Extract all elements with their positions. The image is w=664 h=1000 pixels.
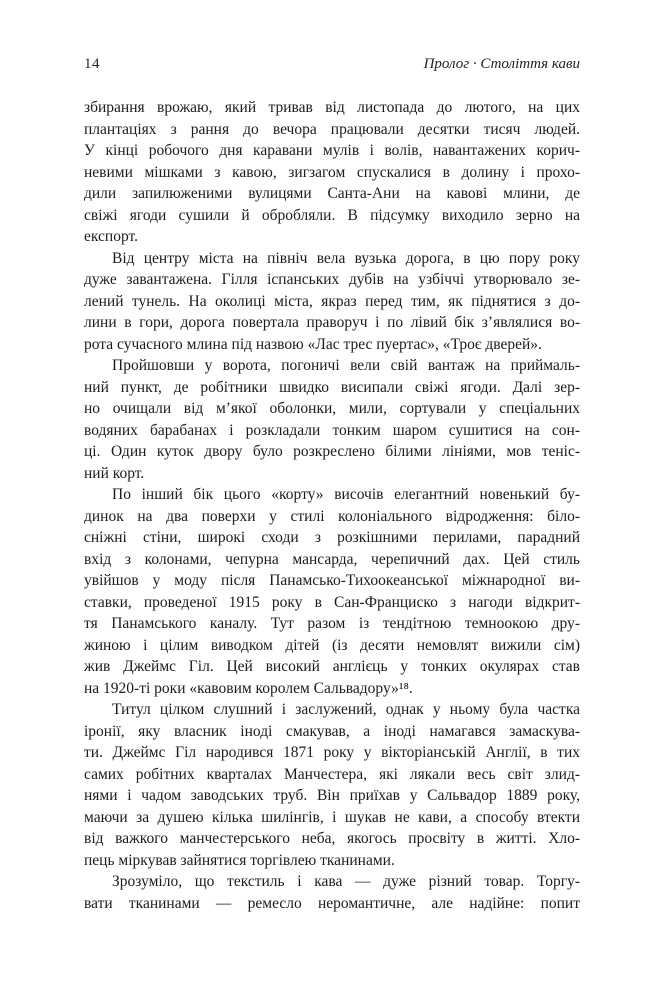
paragraph <box>84 97 580 248</box>
text-line: Титул цілком слушний і заслужений, однак у ньому була частка <box>112 701 580 718</box>
text-line: ний пункт, де робітники швидко висипали свіжі ягоди. Далі зер- <box>84 378 580 396</box>
text-line: пець міркував зайнятися торгівлею тканинами. <box>84 851 395 869</box>
text-line: вати тканинами — ремесло неромантичне, але надійне: попит <box>84 894 580 912</box>
text-line: Зрозуміло, що текстиль і кава — дуже різний товар. Торгу- <box>112 873 580 890</box>
text-line: Пройшовши у ворота, погоничі вели свій вантаж на приймаль- <box>112 357 580 374</box>
text-line: увійшов у моду після Панамсько-Тихоокеанської міжнародної ви- <box>84 572 580 589</box>
body-text <box>84 97 580 914</box>
text-line: жив Джеймс Гіл. Цей високий англієць у тонких окулярах став <box>84 658 580 675</box>
text-line: лений тунель. На околиці міста, якраз перед тим, як піднятися з до- <box>84 292 580 310</box>
text-line: Від центру міста на північ вела вузька дорога, в цю пору року <box>112 249 580 267</box>
text-line: тя Панамського каналу. Тут разом із тендітною темноокою дру- <box>84 615 580 632</box>
text-line: нями і чадом заводських труб. Він приїхав у Сальвадор 1889 року, <box>84 787 580 804</box>
text-line: жиною і цілим виводком дітей (із десяти немовлят вижили сім) <box>84 636 580 654</box>
page-number: 14 <box>84 56 100 72</box>
text-line: невими мішками з кавою, зигзагом спускалися в долину і прохо- <box>84 163 580 181</box>
text-line: ний корт. <box>84 464 145 482</box>
paragraph <box>84 699 580 871</box>
text-line: ставки, проведеної 1915 року в Сан-Франциско з нагоди відкрит- <box>84 593 580 611</box>
text-line: ти. Джеймс Гіл народився 1871 року у вікторіанській Англії, в тих <box>84 744 580 761</box>
text-line: дили запилюженими вулицями Санта-Ани на кавові млини, де <box>84 185 580 202</box>
text-line: рота сучасного млина під назвою «Лас трес пуертас», «Троє дверей». <box>84 335 542 353</box>
paragraph <box>84 871 580 914</box>
paragraph <box>84 248 580 356</box>
text-line: У кінці робочого дня каравани мулів і волів, навантажених корич- <box>84 142 580 159</box>
text-line: плантаціях з рання до вечора працювали десятки тисяч людей. <box>84 120 580 138</box>
running-header: Пролог · Століття кави <box>423 56 580 72</box>
text-line: но очищали від м’якої оболонки, мили, сортували у спеціальних <box>84 400 580 417</box>
text-line: експорт. <box>84 228 138 245</box>
text-line: маючи за душею кілька шилінгів, і шукав не кави, а способу втекти <box>84 808 580 826</box>
text-line: вхід з колонами, чепурна мансарда, черепичний дах. Цей стиль <box>84 550 580 568</box>
paragraph <box>84 484 580 699</box>
page-header <box>84 55 580 73</box>
text-line: свіжі ягоди сушили й обробляли. В підсумку виходило зерно на <box>84 206 580 224</box>
text-line: По інший бік цього «корту» височів елегантний новенький бу- <box>112 486 580 503</box>
text-line: водяних барабанах і розкладали тонким шаром сушитися на сон- <box>84 421 580 439</box>
text-line: лини в гори, дорога повертала праворуч і по лівий бік з’являлися во- <box>84 314 580 331</box>
text-line: динок на два поверхи у стилі колоніального відродження: біло- <box>84 507 580 525</box>
text-line: збирання врожаю, який тривав від листопада до лютого, на цих <box>84 99 580 116</box>
text-line: дуже завантажена. Гілля іспанських дубів на узбіччі утворювало зе- <box>84 271 580 288</box>
text-line: від важкого манчестерського неба, якогось просвіту в житті. Хло- <box>84 830 580 847</box>
text-line: ці. Один куток двору було розкреслено білими лініями, мов теніс- <box>84 443 580 460</box>
text-line: на 1920-ті роки «кавовим королем Сальвадору»¹⁸. <box>84 679 413 697</box>
paragraph <box>84 355 580 484</box>
text-line: самих робітних кварталах Манчестера, які лякали весь світ злид- <box>84 765 580 783</box>
text-line: сніжні стіни, широкі сходи з розкішними перилами, парадний <box>84 529 580 546</box>
text-line: іронії, яку власник іноді смакував, а іноді намагався замаскува- <box>84 722 580 740</box>
